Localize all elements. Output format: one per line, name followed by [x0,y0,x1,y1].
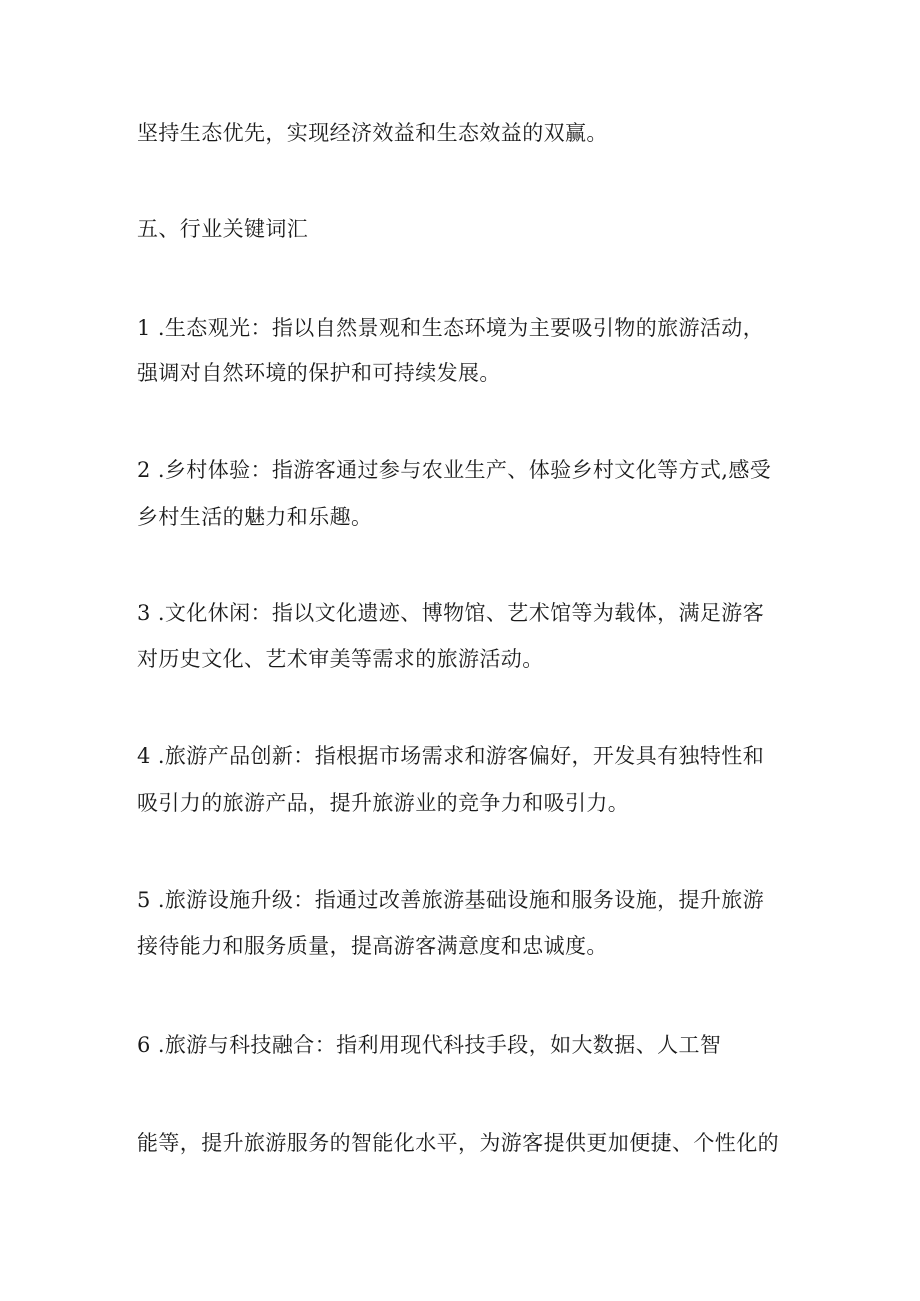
term-1-line-1: 1 .生态观光：指以自然景观和生态环境为主要吸引物的旅游活动， [137,316,765,340]
term-2-line-1: 2 .乡村体验：指游客通过参与农业生产、体验乡村文化等方式,感受 [137,458,772,482]
term-6-line-2: 能等，提升旅游服务的智能化水平，为游客提供更加便捷、个性化的 [137,1131,779,1155]
term-3-line-1: 3 .文化休闲：指以文化遗迹、博物馆、艺术馆等为载体，满足游客 [137,601,765,625]
term-3-line-2: 对历史文化、艺术审美等需求的旅游活动。 [137,647,544,671]
term-4-line-2: 吸引力的旅游产品，提升旅游业的竞争力和吸引力。 [137,791,630,815]
term-2-line-2: 乡村生活的魅力和乐趣。 [137,505,373,529]
term-5-line-1: 5 .旅游设施升级：指通过改善旅游基础设施和服务设施，提升旅游 [137,888,765,912]
term-5-line-2: 接待能力和服务质量，提高游客满意度和忠诚度。 [137,934,608,958]
term-1-line-2: 强调对自然环境的保护和可持续发展。 [137,361,501,385]
term-6-line-1: 6 .旅游与科技融合：指利用现代科技手段，如大数据、人工智 [137,1033,722,1057]
paragraph-continuation-line: 坚持生态优先，实现经济效益和生态效益的双赢。 [137,121,608,145]
term-4-line-1: 4 .旅游产品创新：指根据市场需求和游客偏好，开发具有独特性和 [137,744,765,768]
section-heading: 五、行业关键词汇 [137,217,309,241]
